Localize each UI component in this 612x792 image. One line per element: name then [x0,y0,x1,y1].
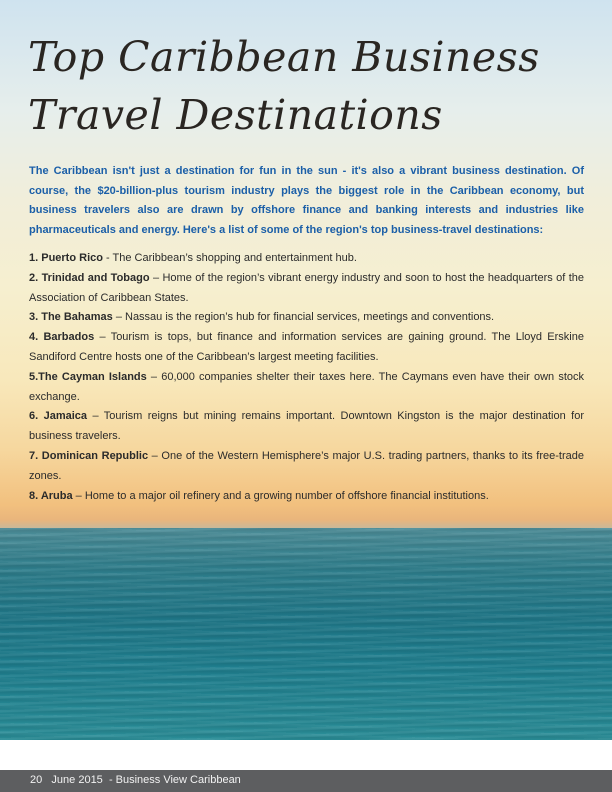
destination-description: – Home to a major oil refinery and a growing number of offshore financial institutions. [72,489,489,502]
destination-description: – One of the Western Hemisphere’s major U.S. trading partners, thanks to its free-trade zones. [29,449,584,482]
destination-name: 8. Aruba [29,489,73,502]
destination-name: 6. Jamaica [29,410,88,423]
destination-description: – 60,000 companies shelter their taxes here. The Caymans even have their own stock exchange. [29,370,584,403]
destination-description: – Nassau is the region’s hub for financial services, meetings and conventions. [112,311,495,324]
destination-name: 4. Barbados [29,331,95,344]
destination-name: 7. Dominican Republic [29,449,149,462]
list-item [29,308,584,328]
destination-name: 5.The Cayman Islands [29,370,147,383]
destination-list [29,249,584,506]
title-line-1: Top Caribbean Business [28,33,540,81]
list-item [29,447,584,487]
page-title [28,28,588,144]
issue-date: June 2015 [51,774,103,786]
list-item [29,269,584,309]
list-item [29,487,584,507]
destination-description: – Tourism is tops, but finance and information services are gaining ground. The Lloyd Erskine Sandiford Centre hosts one of the Caribbean’s largest meeting facilities. [29,331,584,363]
intro-paragraph: The Caribbean isn't just a destination for fun in the sun - it's also a vibrant business destination. Of course, the $20-billion-plus tourism industry plays the biggest role in the Caribbean economy, but business travelers also are drawn by offshore finance and banking interests and industries like pharmaceuticals and energy. Here's a list of some of the region's top business-travel destinations: [29,165,584,236]
list-item [29,407,584,447]
list-item [29,328,584,368]
page-bottom-margin [0,740,612,770]
page-number: 20 [30,774,43,786]
destination-description: – Home of the region’s vibrant energy industry and soon to host the headquarters of the Association of Caribbean States. [29,271,585,304]
page-footer [0,770,612,792]
ocean-background-image [0,528,612,740]
destination-name: 1. Puerto Rico [29,252,103,264]
publication-name: - Business View Caribbean [108,774,241,786]
destination-description: - The Caribbean’s shopping and entertainment hub. [102,252,357,264]
destination-name: 3. The Bahamas [29,311,113,324]
footer-text [30,774,241,786]
list-item [29,368,584,408]
destination-name: 2. Trinidad and Tobago [29,271,150,284]
list-item [29,249,584,269]
title-line-2: Travel Destinations [28,91,443,139]
destination-description: – Tourism reigns but mining remains important. Downtown Kingston is the major destination for business travelers. [29,410,584,443]
